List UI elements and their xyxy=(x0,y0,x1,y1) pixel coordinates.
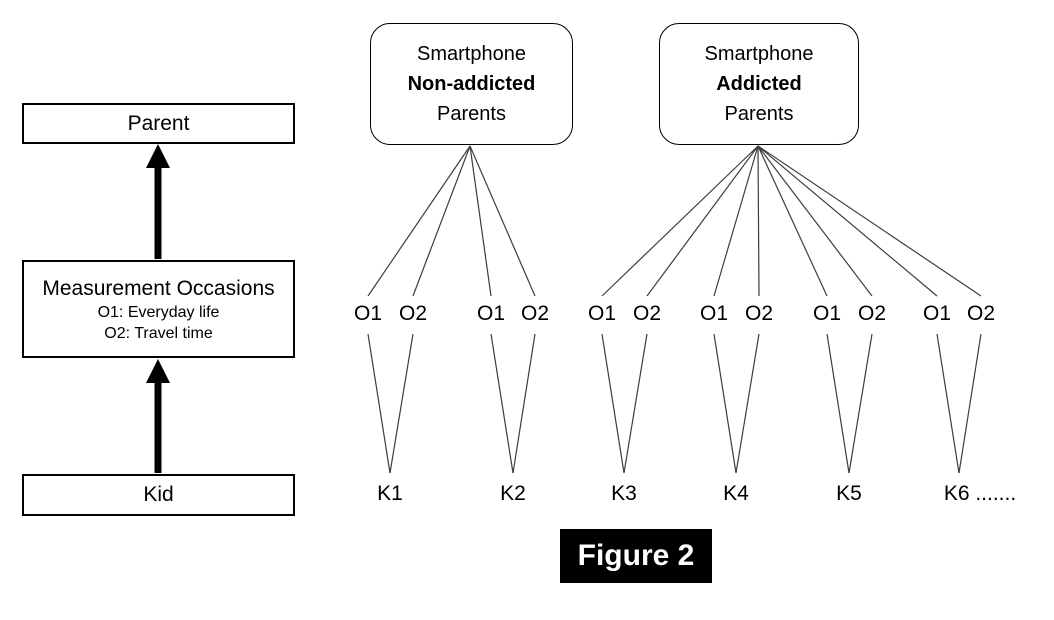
occasion-label: O1 xyxy=(476,302,506,325)
group-line-emphasis: Addicted xyxy=(716,73,802,95)
kid-label: K5 xyxy=(836,482,862,505)
kid-label: K2 xyxy=(500,482,526,505)
addicted-parents-group-box xyxy=(659,23,859,145)
kid-label: K1 xyxy=(377,482,403,505)
occasion-label: O1 xyxy=(699,302,729,325)
group-line: Smartphone xyxy=(704,43,814,65)
measurement-occasion-2-label: O2: Travel time xyxy=(104,324,213,342)
occasion-label: O2 xyxy=(520,302,550,325)
occasion-label: O2 xyxy=(632,302,662,325)
parent-box-label: Parent xyxy=(127,111,190,135)
nonaddicted-parents-group-box xyxy=(370,23,573,145)
group-line: Parents xyxy=(724,103,794,125)
occasion-label: O2 xyxy=(744,302,774,325)
occasion-label: O1 xyxy=(353,302,383,325)
lines-occasions-to-kids xyxy=(368,334,981,473)
measurement-occasions-box xyxy=(22,260,295,358)
kid-box-label: Kid xyxy=(143,483,174,506)
measurement-occasions-title: Measurement Occasions xyxy=(42,276,275,300)
kid-box xyxy=(22,474,295,516)
fan-addicted-to-occasions xyxy=(602,146,981,296)
group-line-emphasis: Non-addicted xyxy=(407,73,536,95)
fan-nonaddicted-to-occasions xyxy=(368,146,535,296)
kid-label: K6 ....... xyxy=(943,482,1017,505)
parent-box xyxy=(22,103,295,144)
occasion-label: O2 xyxy=(857,302,887,325)
figure-caption-badge xyxy=(560,529,712,583)
arrow-kid-to-measurement xyxy=(146,359,170,473)
occasion-label: O2 xyxy=(966,302,996,325)
measurement-occasion-1-label: O1: Everyday life xyxy=(97,303,220,321)
kid-label: K4 xyxy=(723,482,749,505)
occasion-label: O2 xyxy=(398,302,428,325)
occasion-label: O1 xyxy=(922,302,952,325)
occasion-label: O1 xyxy=(812,302,842,325)
figure-caption-text: Figure 2 xyxy=(577,539,695,572)
group-line: Parents xyxy=(437,103,506,125)
kid-label: K3 xyxy=(611,482,637,505)
arrow-measurement-to-parent xyxy=(146,144,170,259)
occasion-label: O1 xyxy=(587,302,617,325)
group-line: Smartphone xyxy=(417,43,526,65)
